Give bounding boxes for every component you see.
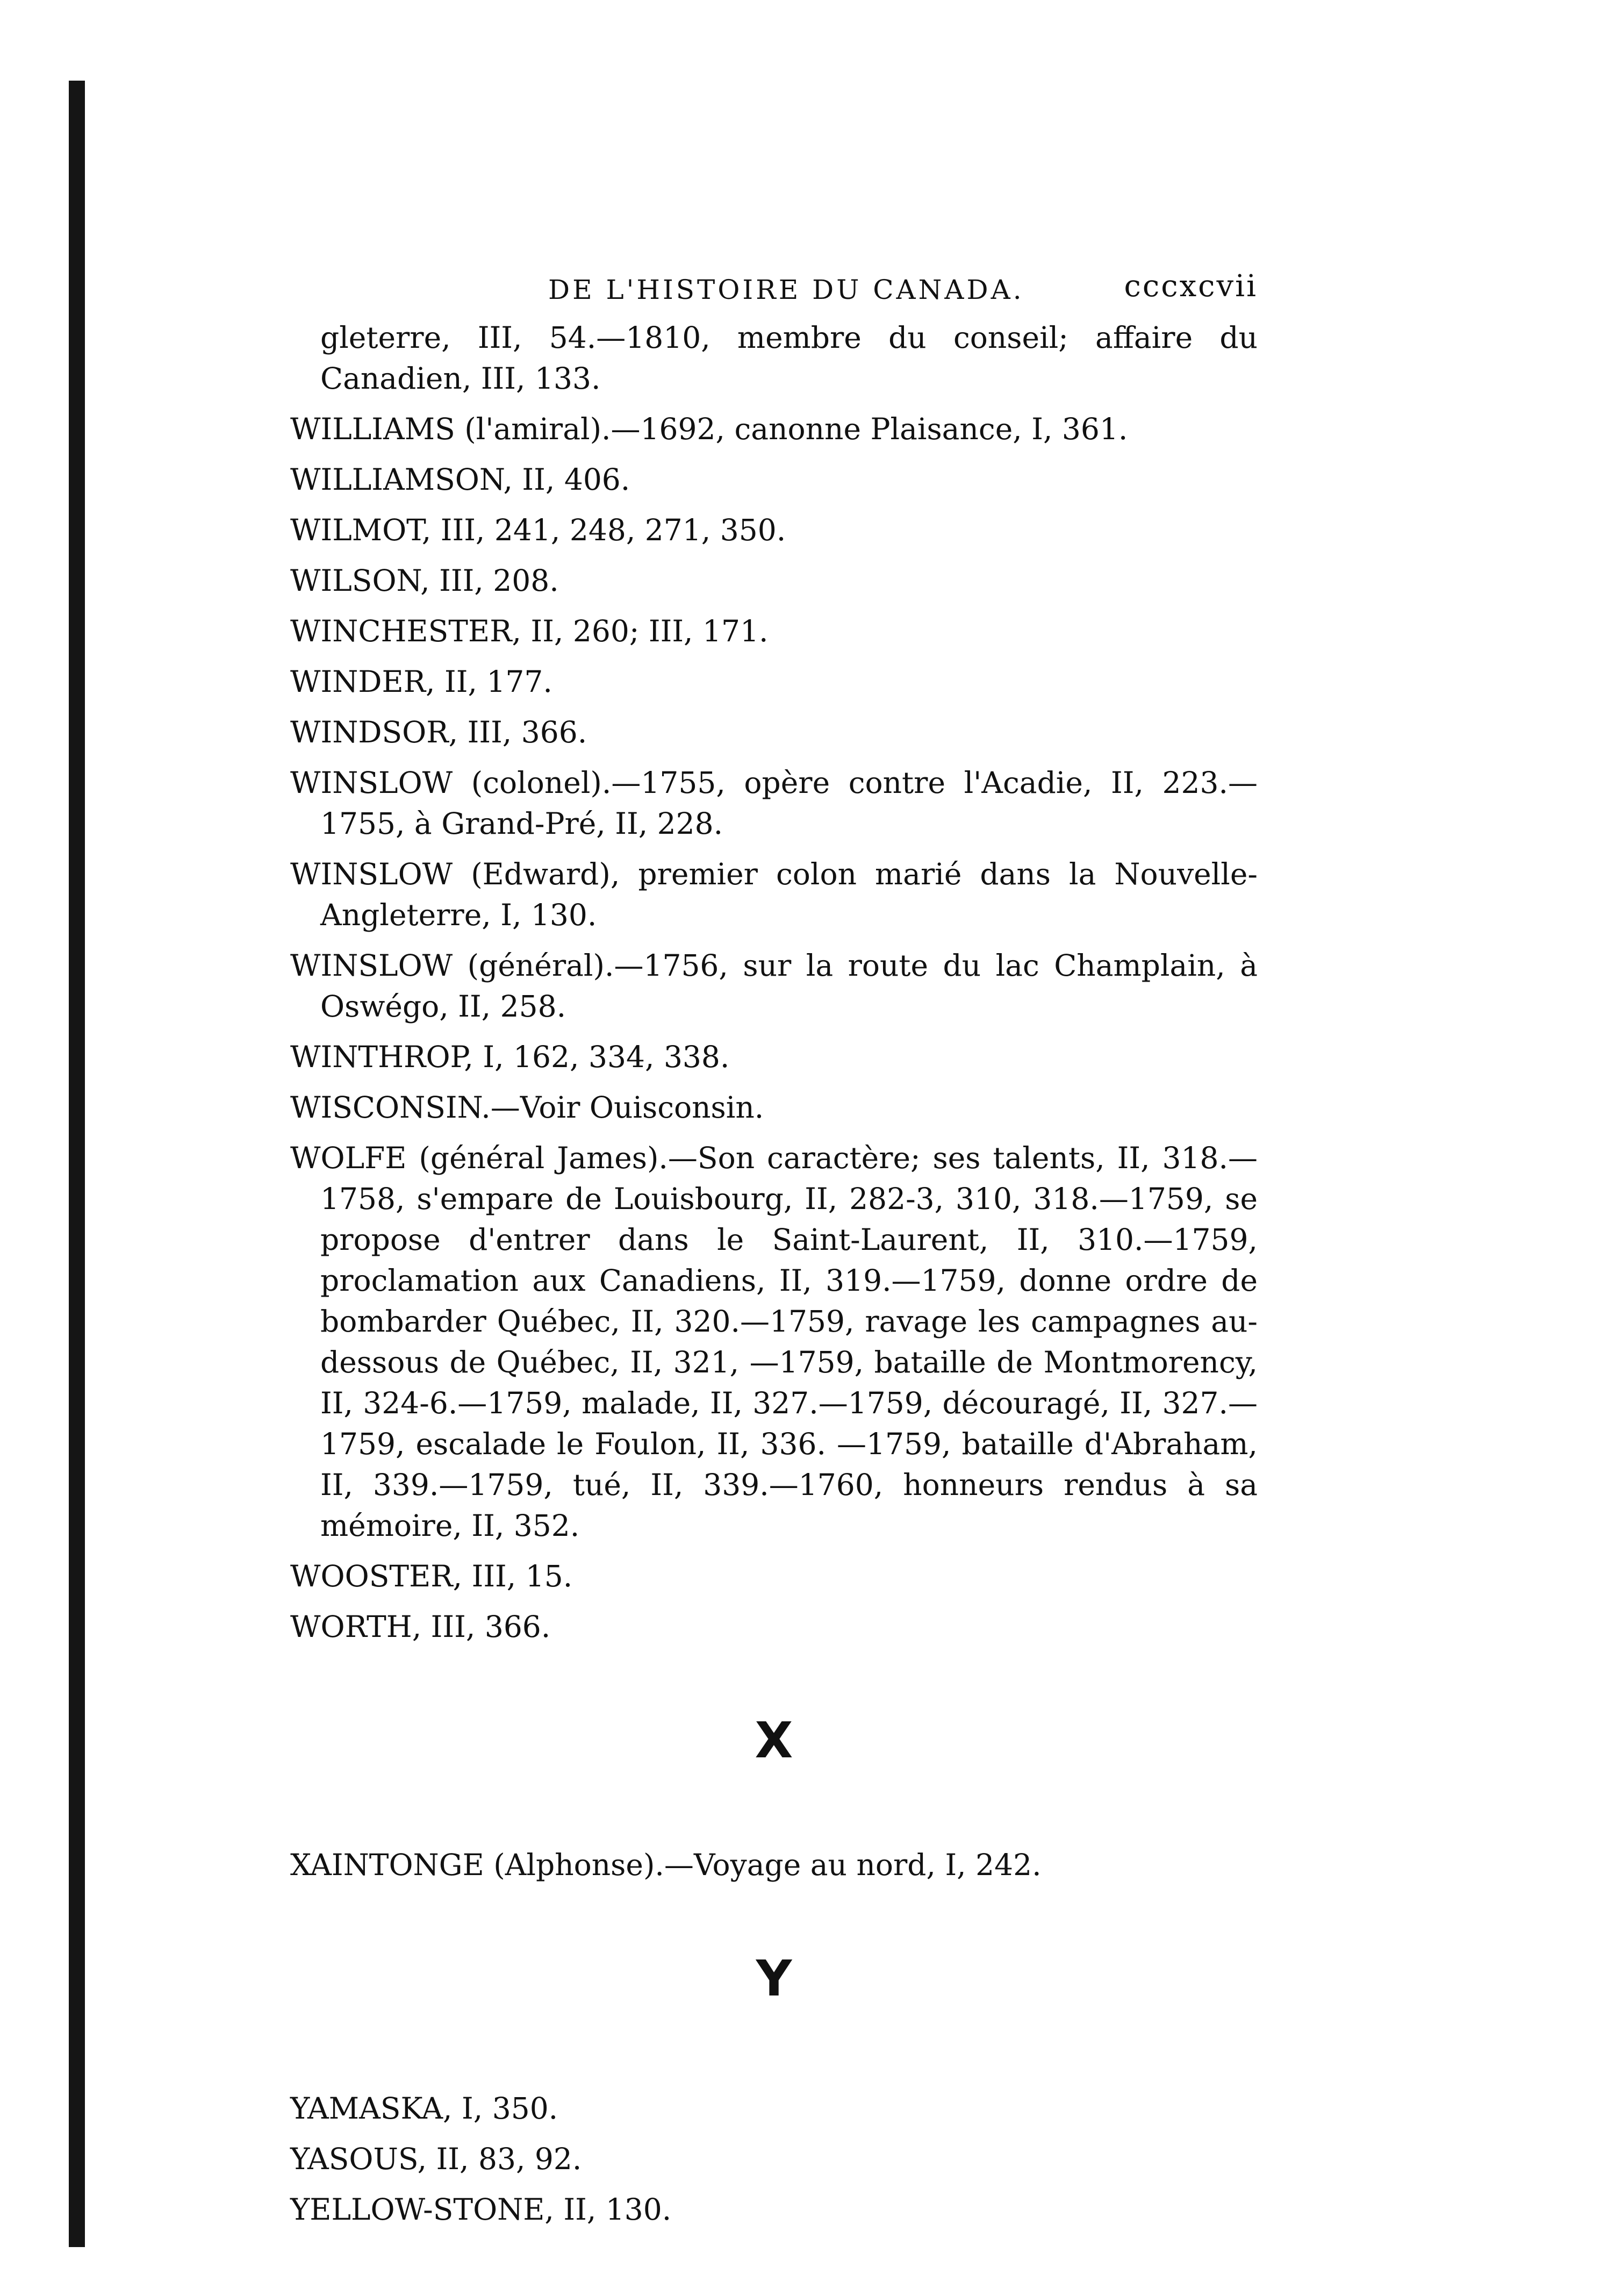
index-entry: WINSLOW (général).—1756, sur la route du lac Champlain, à Oswégo, II, 258. [290, 948, 1258, 1024]
section-letter-y: Y [756, 1950, 792, 2007]
index-entry: WINDER, II, 177. [290, 664, 552, 699]
index-entry: WINTHROP, I, 162, 334, 338. [290, 1040, 730, 1074]
index-entry: WILSON, III, 208. [290, 563, 559, 598]
index-entry: gleterre, III, 54.—1810, membre du conseil; affaire du Canadien, III, 133. [320, 320, 1258, 396]
index-entry: WILMOT, III, 241, 248, 271, 350. [290, 513, 786, 547]
index-entry: WINCHESTER, II, 260; III, 171. [290, 614, 769, 648]
index-entry: WILLIAMS (l'amiral).—1692, canonne Plaisance, I, 361. [290, 412, 1128, 446]
index-entry: YAMASKA, I, 350. [290, 2091, 558, 2126]
page-binding-edge [69, 81, 85, 2247]
index-entry: XAINTONGE (Alphonse).—Voyage au nord, I, 242. [290, 1848, 1042, 1882]
running-head [290, 269, 1258, 312]
index-entry: WOLFE (général James).—Son caractère; ses talents, II, 318.—1758, s'empare de Louisbourg, II, 282-3, 310, 318.—1759, se propose d'entrer dans le Saint-Laurent, II, 310.—1759, proclamation aux Canadiens, II, 319.—1759, donne ordre de bombarder Québec, II, 320.—1759, ravage les campagnes au-dessous de Québec, II, 321, —1759, bataille de Montmorency, II, 324-6.—1759, malade, II, 327.—1759, découragé, II, 327.—1759, escalade le Foulon, II, 336. —1759, bataille d'Abraham, II, 339.—1759, tué, II, 339.—1760, honneurs rendus à sa mémoire, II, 352. [290, 1141, 1258, 1543]
index-entry: WORTH, III, 366. [290, 1610, 551, 1644]
page-folio: cccxcvii [1124, 269, 1258, 304]
index-entries-w [290, 317, 1258, 1647]
index-page [290, 269, 1258, 2240]
index-entry: YASOUS, II, 83, 92. [290, 2142, 582, 2176]
running-head-title: DE L'HISTOIRE DU CANADA. [548, 274, 1024, 305]
index-entry: WOOSTER, III, 15. [290, 1559, 573, 1593]
index-entry: WINSLOW (colonel).—1755, opère contre l'Acadie, II, 223.—1755, à Grand-Pré, II, 228. [290, 766, 1258, 841]
index-entries-x [290, 1844, 1258, 1885]
index-entry: WISCONSIN.—Voir Ouisconsin. [290, 1090, 764, 1125]
index-entry: WINSLOW (Edward), premier colon marié dans la Nouvelle-Angleterre, I, 130. [290, 857, 1258, 932]
index-entries-y [290, 2088, 1258, 2230]
index-entry: WINDSOR, III, 366. [290, 715, 587, 749]
index-entry: YELLOW-STONE, II, 130. [290, 2192, 672, 2227]
section-letter-x: X [755, 1712, 793, 1769]
index-entry: WILLIAMSON, II, 406. [290, 462, 630, 497]
